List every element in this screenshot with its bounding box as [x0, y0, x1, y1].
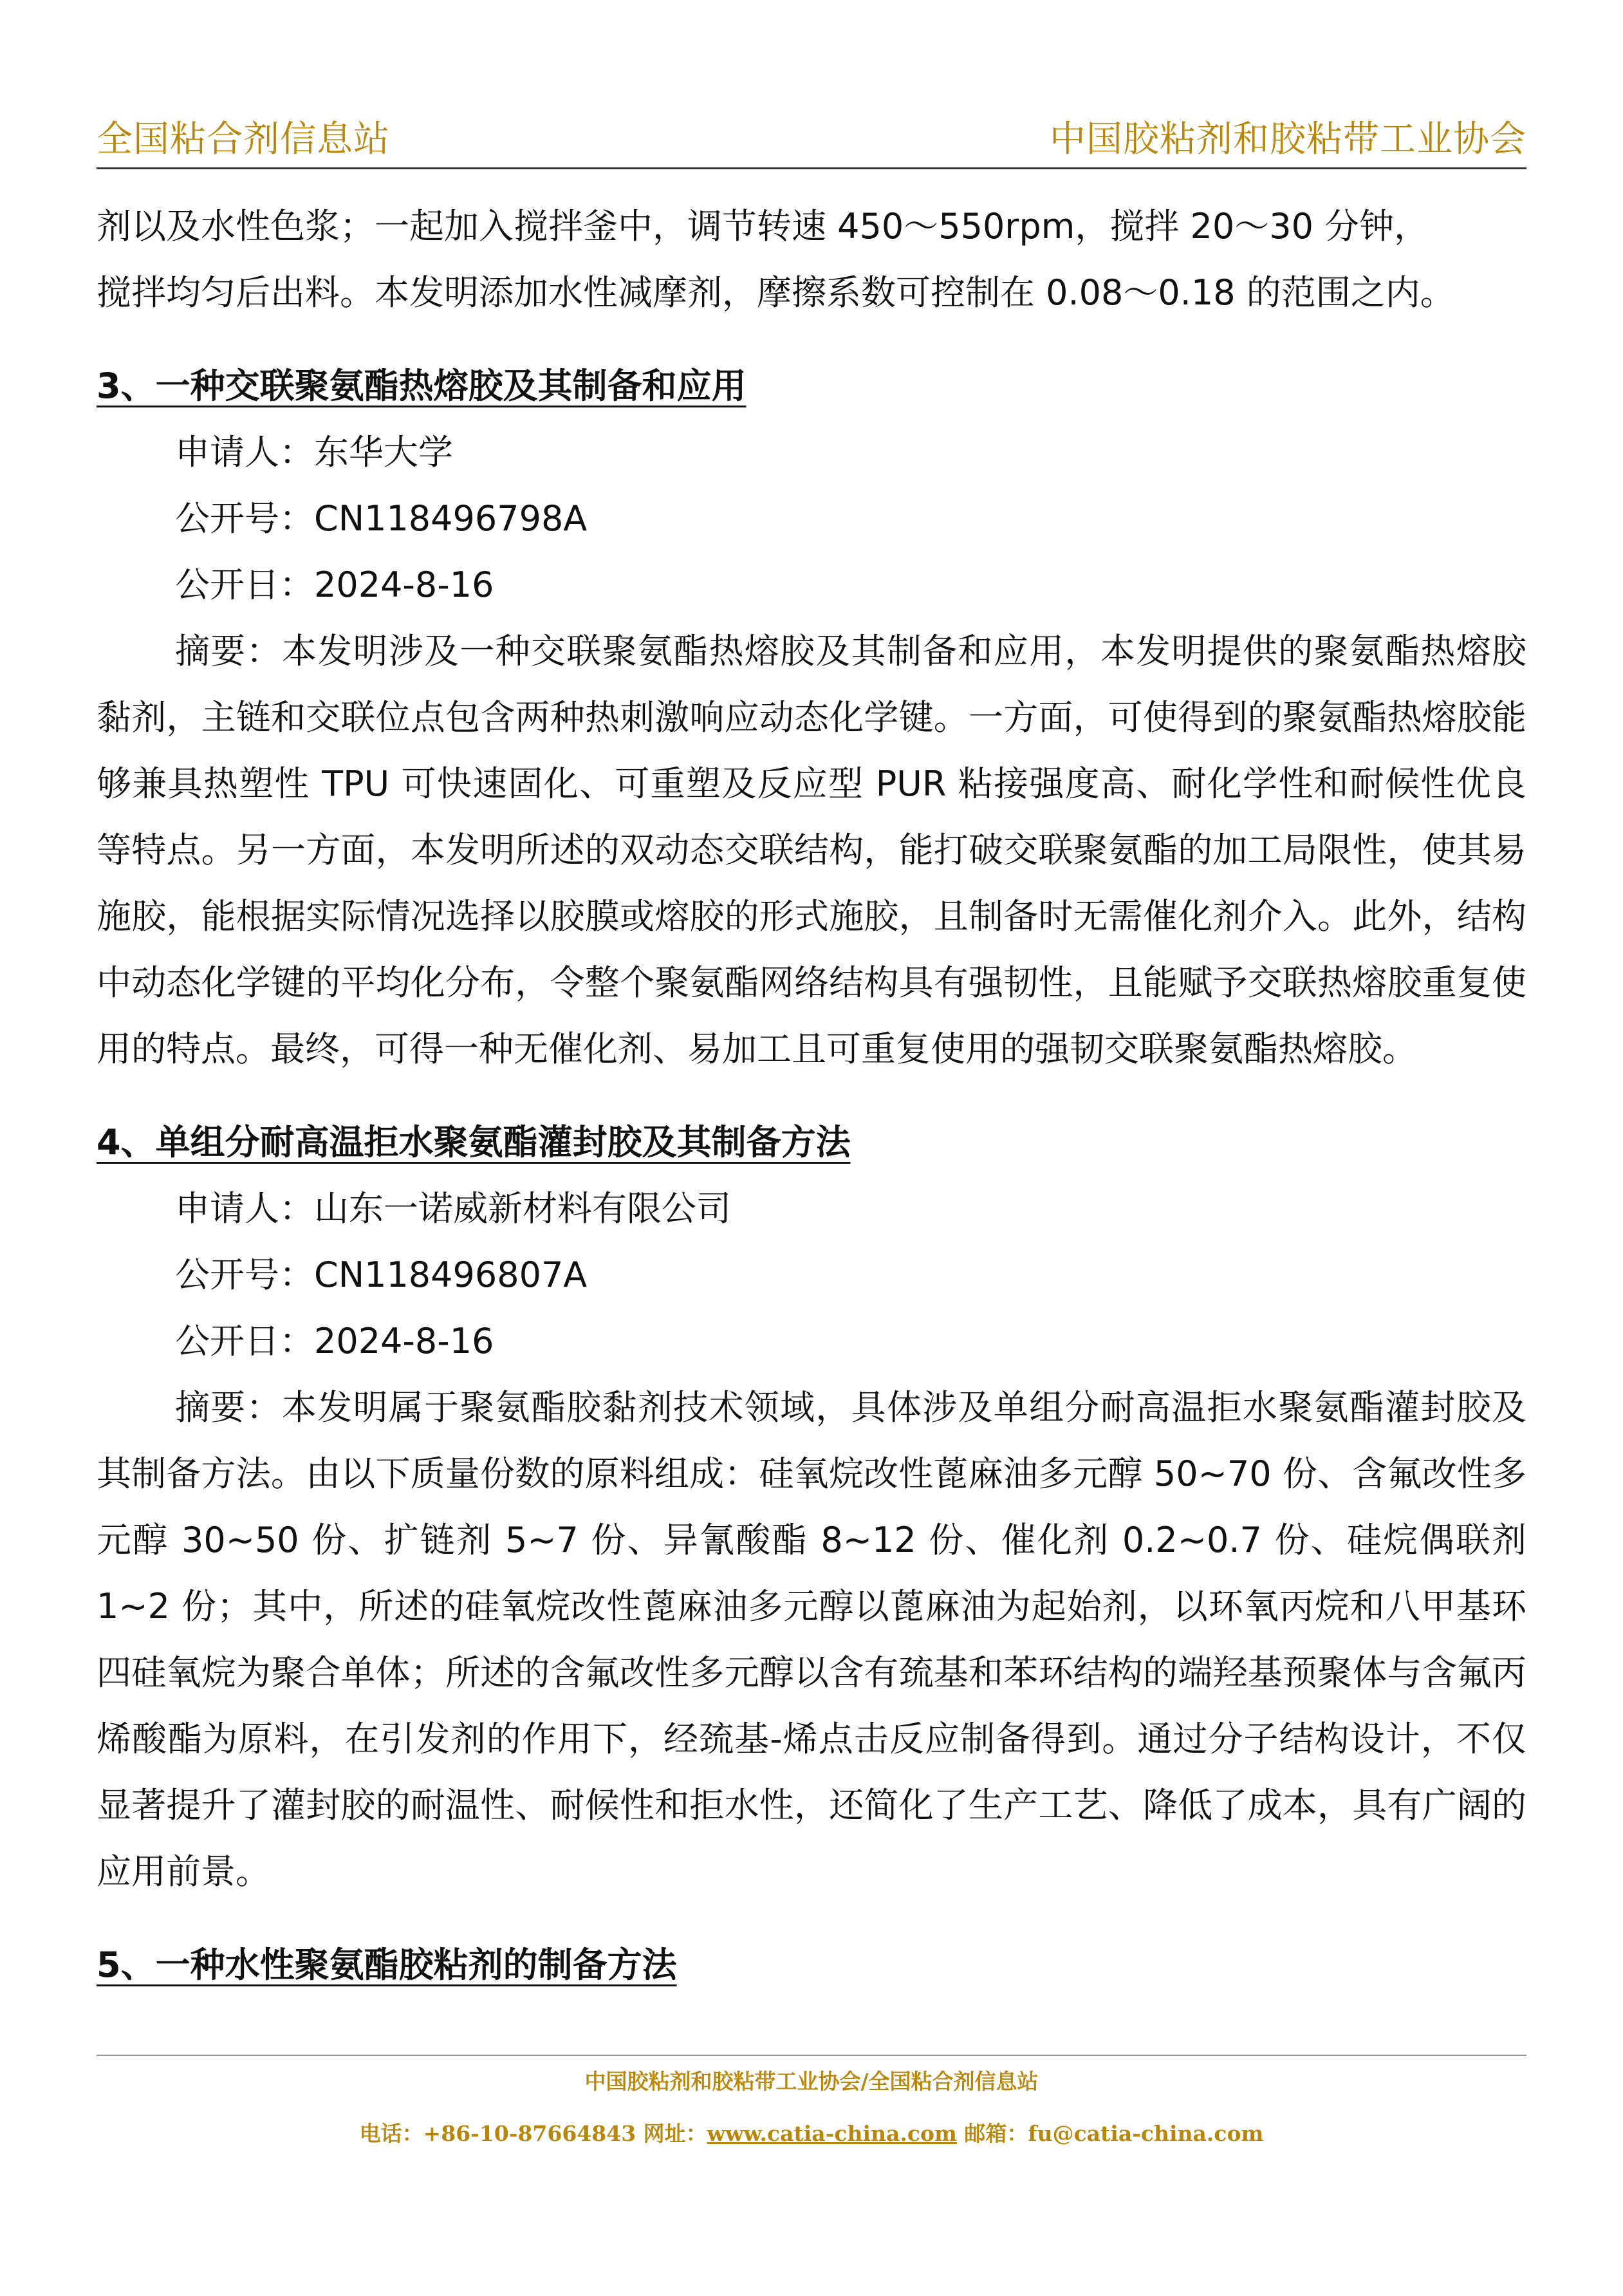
- section-4-publication-date: 公开日：2024-8-16: [175, 1321, 494, 1361]
- page-footer: [0, 2065, 1623, 2147]
- section-4-abstract: 摘要：本发明属于聚氨酯胶黏剂技术领域，具体涉及单组分耐高温拒水聚氨酯灌封胶及其制备方法。由以下质量份数的原料组成：硅氧烷改性蓖麻油多元醇 50~70 份、含氟改性多元醇 30~50 份、扩链剂 5~7 份、异氰酸酯 8~12 份、催化剂 0.2~0.7 份、硅烷偶联剂 1~2 份；其中，所述的硅氧烷改性蓖麻油多元醇以蓖麻油为起始剂，以环氧丙烷和八甲基环四硅氧烷为聚合单体；所述的含氟改性多元醇以含有巯基和苯环结构的端羟基预聚体与含氟丙烯酸酯为原料，在引发剂的作用下，经巯基-烯点击反应制备得到。通过分子结构设计，不仅显著提升了灌封胶的耐温性、耐候性和拒水性，还简化了生产工艺、降低了成本，具有广阔的应用前景。: [97, 1387, 1526, 1892]
- intro-line-1: 剂以及水性色浆；一起加入搅拌釜中，调节转速 450～550rpm，搅拌 20～30 分钟，: [97, 206, 1429, 247]
- footer-contact: [0, 2117, 1623, 2147]
- section-4-applicant: 申请人：山东一诺威新材料有限公司: [175, 1188, 731, 1229]
- section-3-title: 3、一种交联聚氨酯热熔胶及其制备和应用: [97, 366, 747, 406]
- page-header: [97, 115, 1526, 169]
- section-4-publication-number: 公开号：CN118496807A: [175, 1255, 588, 1295]
- header-association-name: 中国胶粘剂和胶粘带工业协会: [1050, 118, 1526, 160]
- section-3-applicant: 申请人：东华大学: [175, 432, 453, 472]
- document-body: [97, 193, 1526, 1998]
- section-5-title: 5、一种水性聚氨酯胶粘剂的制备方法: [97, 1945, 677, 1985]
- section-3-publication-date: 公开日：2024-8-16: [175, 565, 494, 605]
- intro-line-2: 搅拌均匀后出料。本发明添加水性减摩剂，摩擦系数可控制在 0.08～0.18 的范围之内。: [97, 272, 1455, 313]
- header-site-name: 全国粘合剂信息站: [97, 118, 390, 160]
- footer-website-link[interactable]: www.catia-china.com: [707, 2121, 957, 2146]
- footer-email: 邮箱：fu@catia-china.com: [956, 2121, 1264, 2146]
- footer-divider: [97, 2055, 1526, 2056]
- footer-organization: 中国胶粘剂和胶粘带工业协会/全国粘合剂信息站: [584, 2069, 1039, 2094]
- footer-phone: 电话：+86-10-87664843 网址：: [359, 2121, 707, 2146]
- section-3-abstract: 摘要：本发明涉及一种交联聚氨酯热熔胶及其制备和应用，本发明提供的聚氨酯热熔胶黏剂，主链和交联位点包含两种热刺激响应动态化学键。一方面，可使得到的聚氨酯热熔胶能够兼具热塑性 TPU 可快速固化、可重塑及反应型 PUR 粘接强度高、耐化学性和耐候性优良等特点。另一方面，本发明所述的双动态交联结构，能打破交联聚氨酯的加工局限性，使其易施胶，能根据实际情况选择以胶膜或熔胶的形式施胶，且制备时无需催化剂介入。此外，结构中动态化学键的平均化分布，令整个聚氨酯网络结构具有强韧性，且能赋予交联热熔胶重复使用的特点。最终，可得一种无催化剂、易加工且可重复使用的强韧交联聚氨酯热熔胶。: [97, 631, 1526, 1069]
- section-4-title: 4、单组分耐高温拒水聚氨酯灌封胶及其制备方法: [97, 1122, 851, 1162]
- section-3-publication-number: 公开号：CN118496798A: [175, 498, 588, 539]
